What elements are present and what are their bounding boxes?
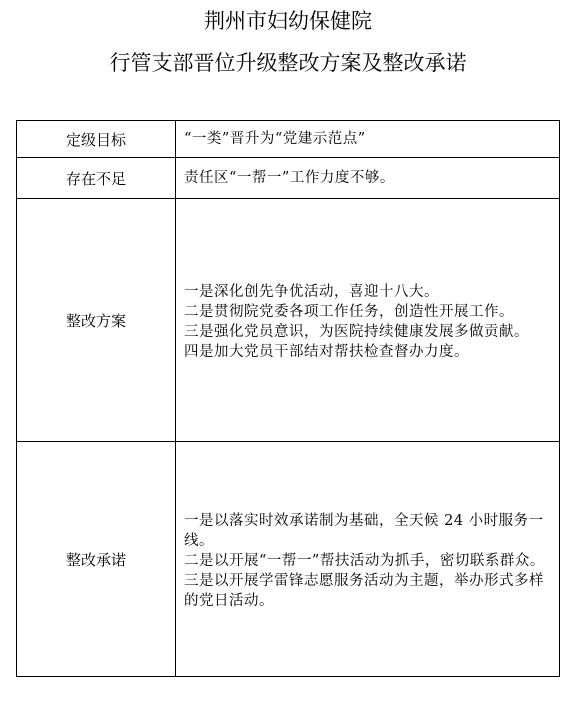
content-paragraph: 四是加大党员干部结对帮扶检查督办力度。 [184,343,469,360]
content-paragraph: 二是以开展“一帮一”帮扶活动为抓手，密切联系群众。 [184,552,545,569]
content-paragraph: 三是以开展学雷锋志愿服务活动为主题，举办形式多样的党日活动。 [184,572,544,609]
table-row-target [17,121,560,158]
table-row-shortcoming [17,158,560,199]
content-paragraph: 二是贯彻院党委各项工作任务，创造性开展工作。 [184,303,514,320]
row-content-shortcoming [176,158,560,199]
document-title-line-1: 荆州市妇幼保健院 [204,9,372,33]
row-content-target [176,121,560,158]
row-label-shortcoming: 存在不足 [17,158,176,199]
row-label-plan: 整改方案 [17,199,176,442]
content-paragraph: 三是强化党员意识，为医院持续健康发展多做贡献。 [184,323,529,340]
content-paragraph: 责任区“一帮一”工作力度不够。 [184,170,395,186]
row-content-plan [176,199,560,442]
rectification-table [16,120,560,677]
content-paragraph: 一是以落实时效承诺制为基础，全天候 24 小时服务一线。 [184,512,544,549]
table-row-commitment [17,442,560,677]
content-paragraph: 一是深化创先争优活动，喜迎十八大。 [184,283,439,300]
content-paragraph: “一类”晋升为“党建示范点” [184,131,366,147]
table-row-plan [17,199,560,442]
row-content-commitment [176,442,560,677]
row-label-commitment: 整改承诺 [17,442,176,677]
document-title-line-2: 行管支部晋位升级整改方案及整改承诺 [109,51,467,75]
row-label-target: 定级目标 [17,121,176,158]
